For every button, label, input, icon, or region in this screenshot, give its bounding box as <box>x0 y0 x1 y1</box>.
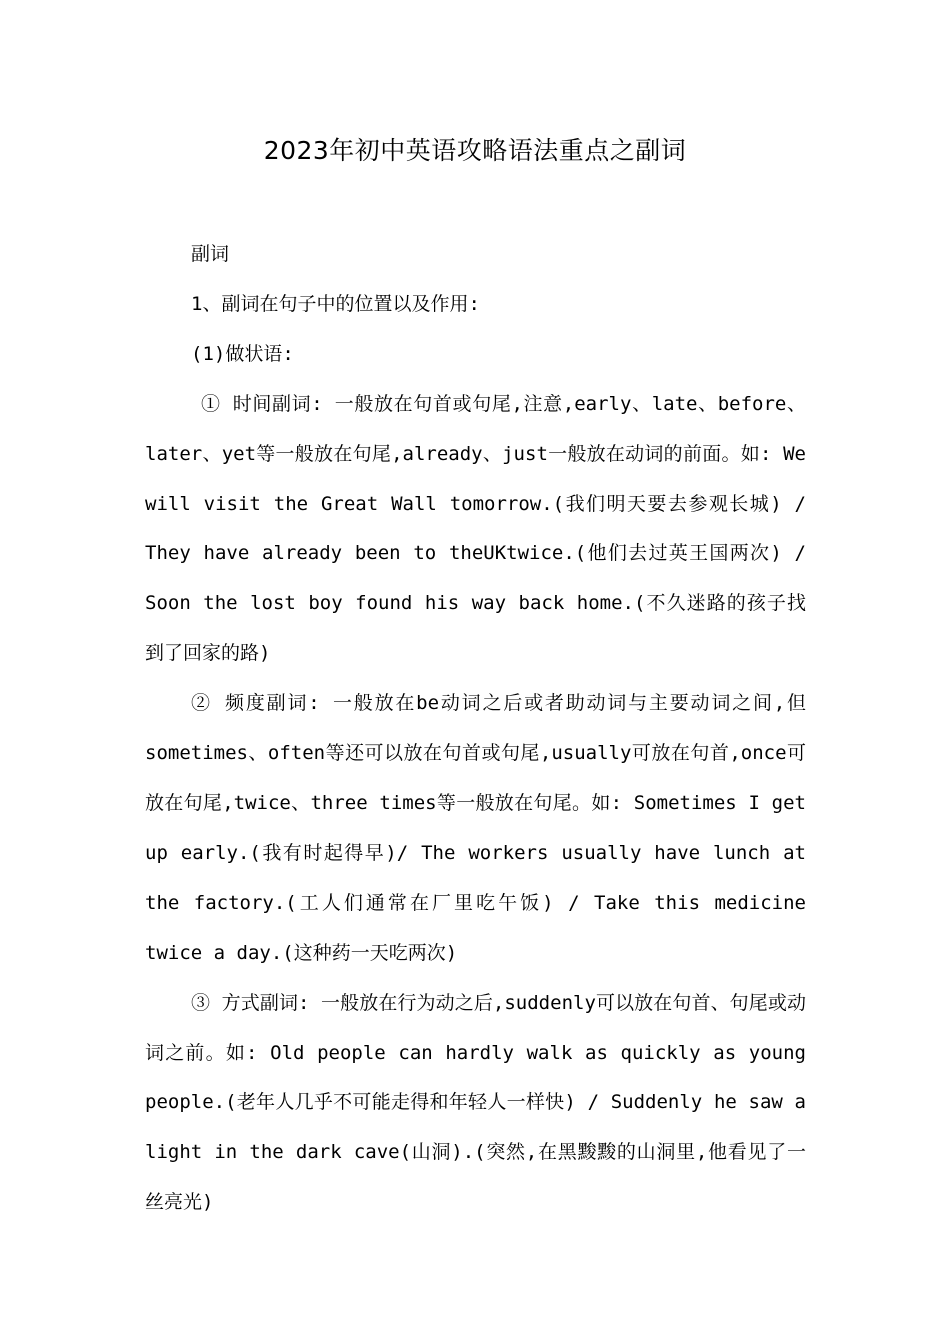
paragraph-manner-adverbs: ③ 方式副词: 一般放在行为动之后,suddenly可以放在句首、句尾或动词之前。如: Old people can hardly walk as quickly as young people.(老年人几乎不可能走得和年轻人一样快) / Suddenly he saw a light in the dark cave(山洞).(突然,在黑黢黢的山洞里,他看见了一丝亮光) <box>145 991 806 1214</box>
section-heading: 副词 <box>191 243 230 265</box>
subpoint-heading: (1)做状语: <box>191 342 294 365</box>
point-heading: 1、副词在句子中的位置以及作用: <box>191 292 480 315</box>
paragraph-time-adverbs: ① 时间副词: 一般放在句首或句尾,注意,early、late、before、later、yet等一般放在句尾,already、just一般放在动词的前面。如: We will visit the Great Wall tomorrow.(我们明天要去参观长城) / They have already been to theUKtwice.(他们去过英王国两次) / Soon the lost boy found his way back home.(不久迷路的孩子找到了回家的路) <box>145 392 806 665</box>
document-body <box>145 230 806 1228</box>
document-title: 2023年初中英语攻略语法重点之副词 <box>263 136 687 165</box>
paragraph-frequency-adverbs: ② 频度副词: 一般放在be动词之后或者助动词与主要动词之间,但sometimes、often等还可以放在句首或句尾,usually可放在句首,once可放在句尾,twice、three times等一般放在句尾。如: Sometimes I get up early.(我有时起得早)/ The workers usually have lunch at the factory.(工人们通常在厂里吃午饭) / Take this medicine twice a day.(这种药一天吃两次) <box>145 692 806 964</box>
